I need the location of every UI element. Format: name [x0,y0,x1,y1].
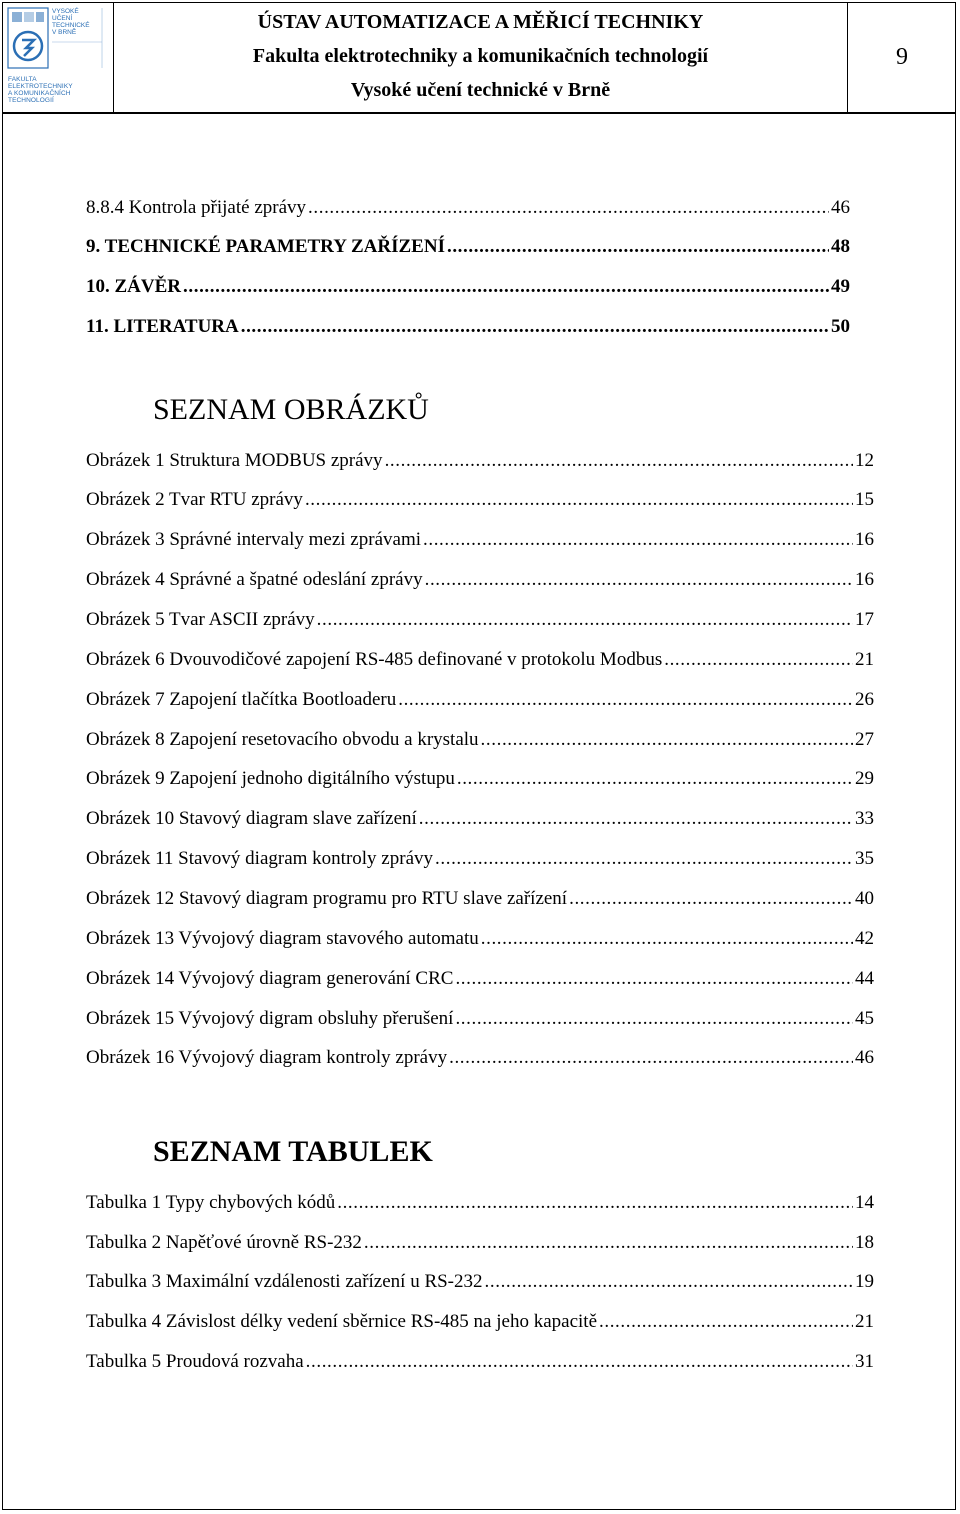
figure-entry-label: Obrázek 15 Vývojový digram obsluhy přerušení [86,1008,454,1029]
table-entry-label: Tabulka 2 Napěťové úrovně RS-232 [86,1232,362,1253]
university-name: Vysoké učení technické v Brně [350,79,611,101]
dot-leader [317,609,853,631]
toc-entry-8-8-4[interactable] [86,197,850,219]
table-entry-label: Tabulka 3 Maximální vzdálenosti zařízení u RS-232 [86,1271,483,1292]
figure-entry[interactable] [86,529,874,551]
figure-entry-label: Obrázek 8 Zapojení resetovacího obvodu a krystalu [86,729,479,750]
figure-entry-page: 26 [855,689,874,710]
toc-entry-label: 9. TECHNICKÉ PARAMETRY ZAŘÍZENÍ [86,236,445,257]
logo-faculty-text: FAKULTA ELEKTROTECHNIKY A KOMUNIKAČNÍCH TECHNOLOGIÍ [8,76,73,104]
figure-entry[interactable] [86,689,874,711]
figure-entry[interactable] [86,569,874,591]
tables-heading: SEZNAM TABULEK [153,1135,433,1168]
figure-entry[interactable] [86,649,874,671]
dot-leader [305,489,853,511]
figure-entry-page: 44 [855,968,874,989]
figure-entry[interactable] [86,928,874,950]
table-entry[interactable] [86,1192,874,1214]
toc-entry-page: 48 [831,236,850,257]
toc-entry-label: 11. LITERATURA [86,316,239,337]
figure-entry-label: Obrázek 5 Tvar ASCII zprávy [86,609,315,630]
figure-entry[interactable] [86,768,874,790]
dot-leader [337,1192,853,1214]
figure-entry-label: Obrázek 16 Vývojový diagram kontroly zprávy [86,1047,448,1068]
figure-entry[interactable] [86,848,874,870]
figure-entry-page: 21 [855,649,874,670]
figure-entry-label: Obrázek 13 Vývojový diagram stavového automatu [86,928,479,949]
figure-entry-label: Obrázek 3 Správné intervaly mezi zprávami [86,529,421,550]
dot-leader [664,649,853,671]
toc-entry-page: 49 [831,276,850,297]
figure-entry[interactable] [86,609,874,631]
dot-leader [485,1271,853,1293]
toc-entry-page: 50 [831,316,850,337]
dot-leader [308,197,829,219]
figure-entry[interactable] [86,1047,874,1069]
dot-leader [183,276,829,298]
table-entry[interactable] [86,1311,874,1333]
table-entry-page: 19 [855,1271,874,1292]
figure-entry-page: 17 [855,609,874,630]
figure-entry-page: 12 [855,450,874,471]
dot-leader [481,928,853,950]
table-entry-label: Tabulka 4 Závislost délky vedení sběrnice RS-485 na jeho kapacitě [86,1311,597,1332]
figure-entry[interactable] [86,489,874,511]
table-entry[interactable] [86,1271,874,1293]
figure-entry-page: 40 [855,888,874,909]
figure-entry[interactable] [86,808,874,830]
figure-entry[interactable] [86,888,874,910]
figure-entry-label: Obrázek 11 Stavový diagram kontroly zprávy [86,848,434,869]
toc-entry-label: 8.8.4 Kontrola přijaté zprávy [86,197,307,218]
page-number: 9 [896,43,908,70]
figure-entry-page: 35 [855,848,874,869]
dot-leader [241,316,829,338]
dot-leader [398,689,853,711]
figure-entry-label: Obrázek 4 Správné a špatné odeslání zprávy [86,569,423,590]
dot-leader [481,729,853,751]
toc-entry-label: 10. ZÁVĚR [86,276,182,297]
figure-entry-label: Obrázek 12 Stavový diagram programu pro RTU slave zařízení [86,888,568,909]
logo-university-text: VYSOKÉ UČENÍ TECHNICKÉ V BRNĚ [52,8,90,36]
dot-leader [364,1232,853,1254]
figure-entry-page: 45 [855,1008,874,1029]
toc-entry-9[interactable] [86,236,850,258]
page-header [2,2,956,114]
dot-leader [455,968,853,990]
figure-entry-page: 33 [855,808,874,829]
figure-entry-page: 29 [855,768,874,789]
dot-leader [385,450,853,472]
faculty-logo [2,2,114,112]
figure-entry-label: Obrázek 9 Zapojení jednoho digitálního výstupu [86,768,455,789]
figure-entry[interactable] [86,968,874,990]
toc-entry-11[interactable] [86,316,850,338]
header-titles [114,2,848,112]
dot-leader [599,1311,853,1333]
figure-entry-page: 16 [855,529,874,550]
dot-leader [447,236,829,258]
figure-entry-page: 16 [855,569,874,590]
table-entry[interactable] [86,1232,874,1254]
table-entry-page: 21 [855,1311,874,1332]
figure-entry-label: Obrázek 7 Zapojení tlačítka Bootloaderu [86,689,397,710]
figure-entry-label: Obrázek 14 Vývojový diagram generování CRC [86,968,454,989]
dot-leader [419,808,853,830]
dot-leader [425,569,853,591]
dot-leader [306,1351,853,1373]
table-entry-page: 14 [855,1192,874,1213]
figure-entry-label: Obrázek 1 Struktura MODBUS zprávy [86,450,383,471]
table-entry[interactable] [86,1351,874,1373]
dot-leader [435,848,853,870]
institute-name: ÚSTAV AUTOMATIZACE A MĚŘICÍ TECHNIKY [257,11,704,33]
dot-leader [457,768,853,790]
figure-entry-label: Obrázek 10 Stavový diagram slave zařízení [86,808,417,829]
figure-entry-label: Obrázek 6 Dvouvodičové zapojení RS-485 definované v protokolu Modbus [86,649,663,670]
table-entry-page: 31 [855,1351,874,1372]
table-entry-page: 18 [855,1232,874,1253]
figure-entry-label: Obrázek 2 Tvar RTU zprávy [86,489,303,510]
figure-entry[interactable] [86,1008,874,1030]
toc-entry-10[interactable] [86,276,850,298]
faculty-name: Fakulta elektrotechniky a komunikačních technologií [252,45,709,67]
figure-entry-page: 15 [855,489,874,510]
figure-entry[interactable] [86,729,874,751]
dot-leader [423,529,853,551]
dot-leader [455,1008,853,1030]
dot-leader [449,1047,853,1069]
toc-entry-page: 46 [831,197,850,218]
dot-leader [569,888,853,910]
figures-heading: SEZNAM OBRÁZKŮ [153,393,429,426]
figure-entry-page: 46 [855,1047,874,1068]
figure-entry-page: 27 [855,729,874,750]
table-entry-label: Tabulka 1 Typy chybových kódů [86,1192,336,1213]
table-entry-label: Tabulka 5 Proudová rozvaha [86,1351,304,1372]
figure-entry[interactable] [86,450,874,472]
figure-entry-page: 42 [855,928,874,949]
